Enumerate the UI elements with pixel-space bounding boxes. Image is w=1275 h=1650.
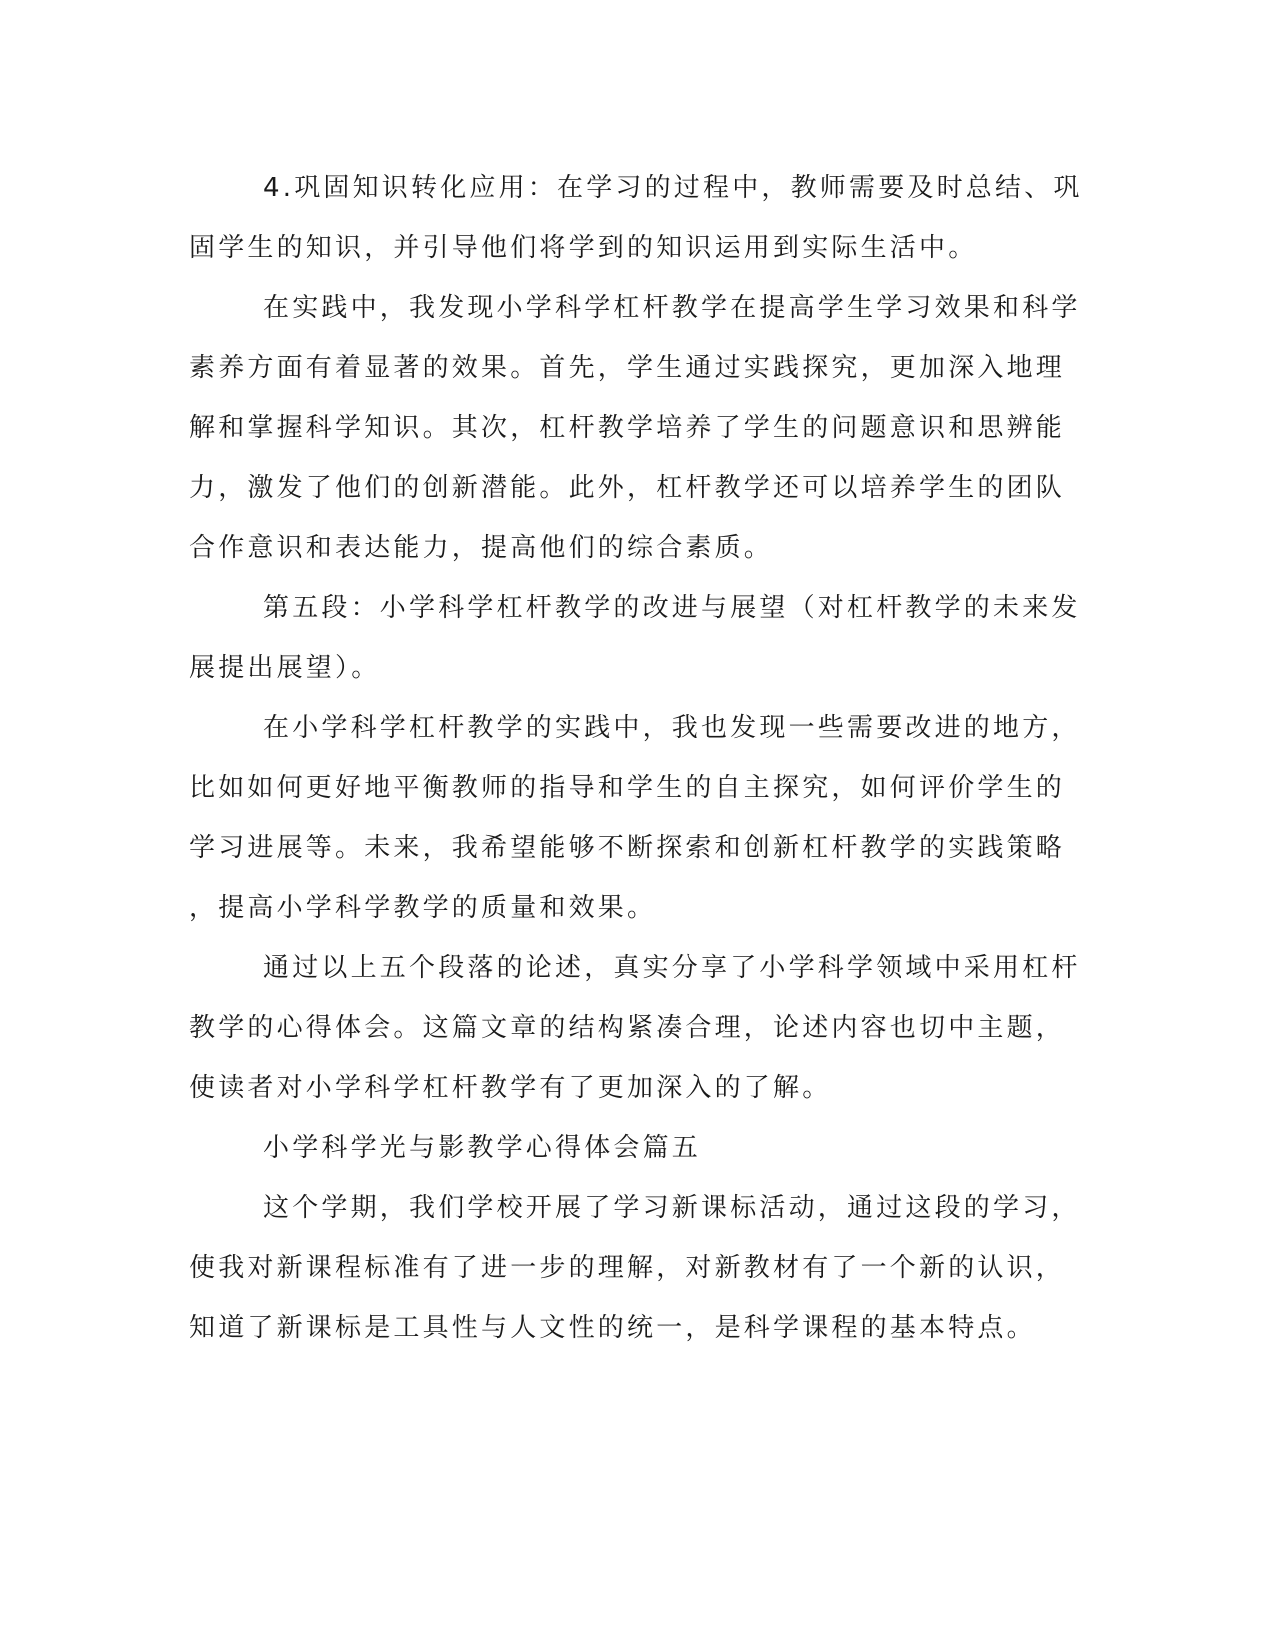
text-line: 使读者对小学科学杠杆教学有了更加深入的了解。	[189, 1073, 832, 1103]
text-line: 4.巩固知识转化应用：在学习的过程中，教师需要及时总结、巩	[263, 173, 1083, 203]
text-line: 展提出展望）。	[189, 653, 381, 683]
text-line: 这个学期，我们学校开展了学习新课标活动，通过这段的学习，	[263, 1193, 1081, 1223]
section-heading-fifth	[189, 578, 1081, 698]
text-line: 在小学科学杠杆教学的实践中，我也发现一些需要改进的地方，	[263, 713, 1081, 743]
text-line: 使我对新课程标准有了进一步的理解，对新教材有了一个新的认识，	[189, 1253, 1066, 1283]
text-line: 教学的心得体会。这篇文章的结构紧凑合理，论述内容也切中主题，	[189, 1013, 1066, 1043]
text-line: 固学生的知识，并引导他们将学到的知识运用到实际生活中。	[189, 233, 978, 263]
text-line: 力，激发了他们的创新潜能。此外，杠杆教学还可以培养学生的团队	[189, 473, 1066, 503]
text-line: 合作意识和表达能力，提高他们的综合素质。	[189, 533, 774, 563]
paragraph-summary	[189, 938, 1081, 1118]
text-line: 解和掌握科学知识。其次，杠杆教学培养了学生的问题意识和思辨能	[189, 413, 1066, 443]
paragraph-improvements	[189, 698, 1081, 938]
text-line: 比如如何更好地平衡教师的指导和学生的自主探究，如何评价学生的	[189, 773, 1066, 803]
text-line: 在实践中，我发现小学科学杠杆教学在提高学生学习效果和科学	[263, 293, 1081, 323]
body-text	[189, 158, 1083, 1358]
text-line: ，提高小学科学教学的质量和效果。	[189, 893, 657, 923]
text-line: 素养方面有着显著的效果。首先，学生通过实践探究，更加深入地理	[189, 353, 1066, 383]
paragraph-new-curriculum	[189, 1178, 1081, 1358]
paragraph-consolidate-knowledge	[189, 158, 1083, 278]
text-line: 通过以上五个段落的论述，真实分享了小学科学领域中采用杠杆	[263, 953, 1081, 983]
article-title	[189, 1118, 1074, 1178]
text-line: 小学科学光与影教学心得体会篇五	[263, 1133, 702, 1163]
paragraph-practice-effects	[189, 278, 1081, 578]
text-line: 第五段：小学科学杠杆教学的改进与展望（对杠杆教学的未来发	[263, 593, 1081, 623]
text-line: 学习进展等。未来，我希望能够不断探索和创新杠杆教学的实践策略	[189, 833, 1066, 863]
text-line: 知道了新课标是工具性与人文性的统一，是科学课程的基本特点。	[189, 1313, 1036, 1343]
